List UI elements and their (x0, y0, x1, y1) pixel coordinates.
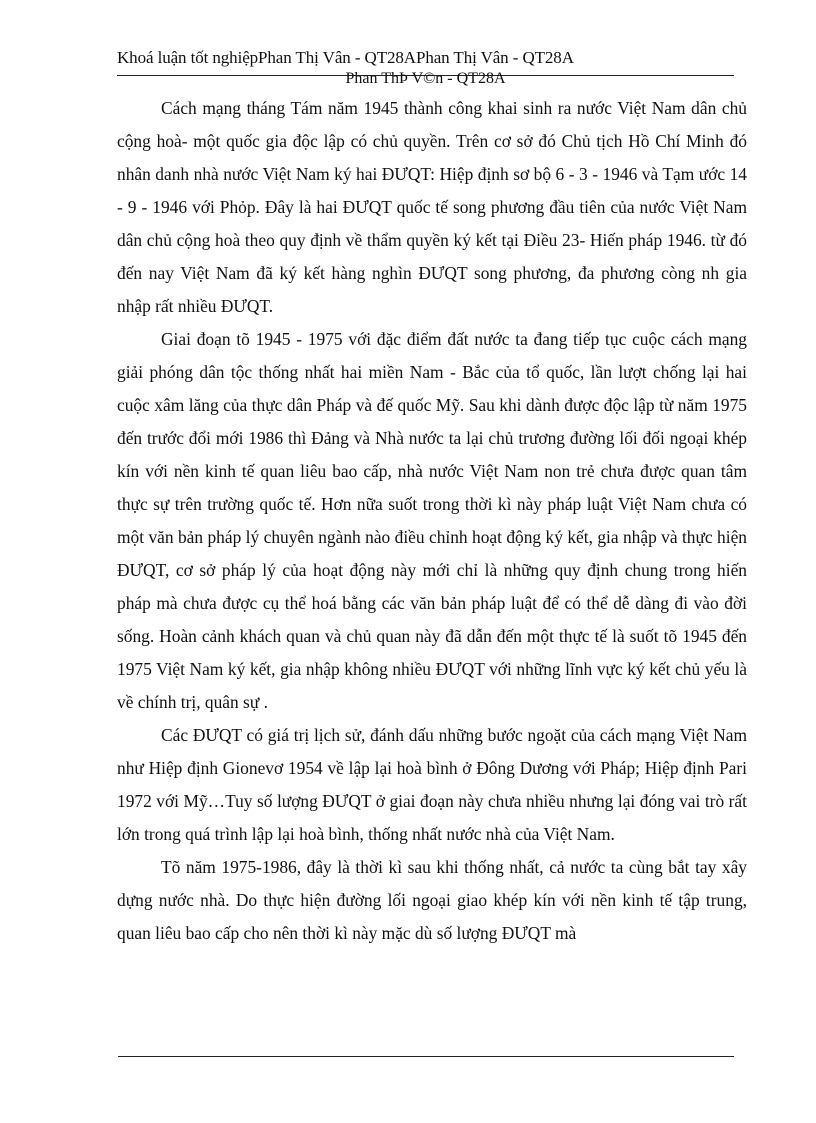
header-title: Khoá luận tốt nghiệpPhan Thị Vân - QT28APhan Thị Vân - QT28A (117, 48, 574, 67)
paragraph: Cách mạng tháng Tám năm 1945 thành công khai sinh ra nước Việt Nam dân chủ cộng hoà- một quốc gia độc lập có chủ quyền. Trên cơ sở đó Chủ tịch Hồ Chí Minh đó nhân danh nhà nước Việt Nam ký hai ĐƯQT: Hiệp định sơ bộ 6 - 3 - 1946 và Tạm ước 14 - 9 - 1946 với Phỏp. Đây là hai ĐƯQT quốc tế song phương đầu tiên của nước Việt Nam dân chủ cộng hoà theo quy định về thẩm quyền ký kết tại Điều 23- Hiến pháp 1946. từ đó đến nay Việt Nam đã ký kết hàng nghìn ĐƯQT song phương, đa phương còng nh gia nhập rất nhiều ĐƯQT. (117, 98, 747, 316)
footer-divider (118, 1056, 734, 1057)
document-body (117, 92, 747, 950)
paragraph: Giai đoạn tõ 1945 - 1975 với đặc điểm đất nước ta đang tiếp tục cuộc cách mạng giải phóng dân tộc thống nhất hai miền Nam - Bắc của tổ quốc, lần lượt chống lại hai cuộc xâm lăng của thực dân Pháp và đế quốc Mỹ. Sau khi dành được độc lập từ năm 1975 đến trước đổi mới 1986 thì Đảng và Nhà nước ta lại chủ trương đường lối đối ngoại khép kín với nền kinh tế quan liêu bao cấp, nhà nước Việt Nam non trẻ chưa được quan tâm thực sự trên trường quốc tế. Hơn nữa suốt trong thời kì này pháp luật Việt Nam chưa có một văn bản pháp lý chuyên ngành nào điều chỉnh hoạt động ký kết, gia nhập và thực hiện ĐƯQT, cơ sở pháp lý của hoạt động này mới chỉ là những quy định chung trong hiến pháp mà chưa được cụ thể hoá bằng các văn bản pháp luật để có thể dễ dàng đi vào đời sống. Hoàn cảnh khách quan và chủ quan này đã dẫn đến một thực tế là suốt tõ 1945 đến 1975 Việt Nam ký kết, gia nhập không nhiều ĐƯQT với những lĩnh vực ký kết chủ yếu là về chính trị, quân sự . (117, 329, 747, 712)
page-header (117, 48, 737, 92)
paragraph: Tõ năm 1975-1986, đây là thời kì sau khi thống nhất, cả nước ta cùng bắt tay xây dựng nước nhà. Do thực hiện đường lối ngoại giao khép kín với nền kinh tế tập trung, quan liêu bao cấp cho nên thời kì này mặc dù số lượng ĐƯQT mà (117, 857, 747, 943)
header-subtitle: Phan ThÞ V©n - QT28A (345, 70, 506, 87)
paragraph: Các ĐƯQT có giá trị lịch sử, đánh dấu những bước ngoặt của cách mạng Việt Nam như Hiệp định Gionevơ 1954 về lập lại hoà bình ở Đông Dương với Pháp; Hiệp định Pari 1972 với Mỹ…Tuy số lượng ĐƯQT ở giai đoạn này chưa nhiều nhưng lại đóng vai trò rất lớn trong quá trình lập lại hoà bình, thống nhất nước nhà của Việt Nam. (117, 725, 747, 844)
